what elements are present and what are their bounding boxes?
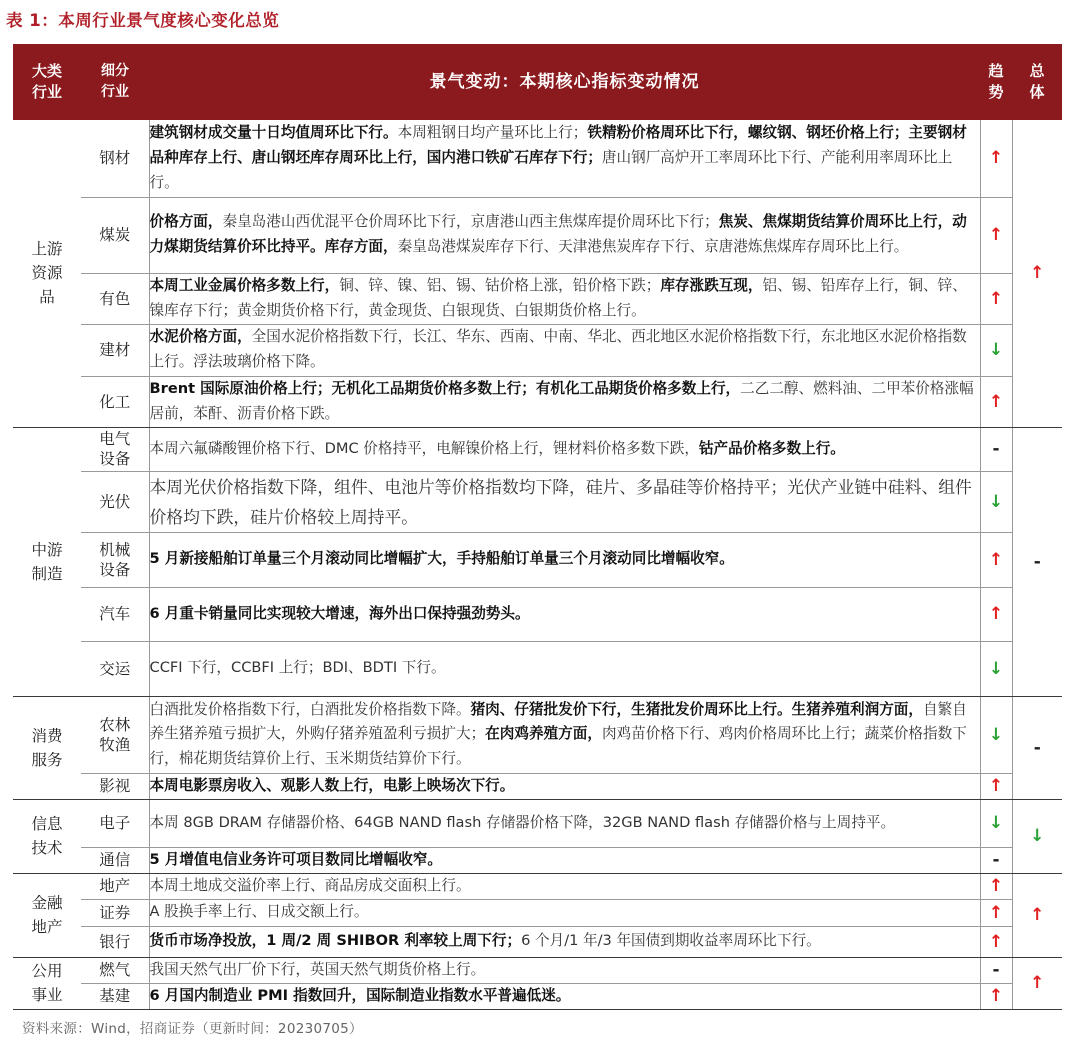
sub-industry-label: 建材 <box>99 341 131 359</box>
major-industry-cell <box>13 873 81 957</box>
table-row <box>13 532 1062 587</box>
description-cell <box>149 983 980 1009</box>
overall-down-icon: ↓ <box>1012 799 1062 873</box>
description-cell <box>149 847 980 873</box>
sub-industry-label: 农林 <box>99 715 131 734</box>
sub-industry-label: 光伏 <box>99 492 131 511</box>
sub-industry-cell <box>81 899 149 926</box>
description-text: 自繁自养生猪养殖亏损扩大，外购仔猪养殖盈利亏损扩大； <box>149 700 967 743</box>
description-text: A 股换手率上行、日成交额上行。 <box>149 903 369 921</box>
description-text: 本周土地成交溢价率上行、商品房成交面积上行。 <box>149 876 471 894</box>
description-text-bold: 6 月国内制造业 PMI 指数回升，国际制造业指数水平普遍低迷。 <box>149 986 571 1004</box>
trend-down-icon: ↓ <box>980 641 1012 696</box>
sub-industry-cell <box>81 471 149 532</box>
major-industry-label: 制造 <box>31 564 63 583</box>
sub-industry-label: 设备 <box>99 560 131 579</box>
sub-industry-label: 证券 <box>99 903 131 922</box>
sub-industry-label: 电气 <box>99 430 131 448</box>
table-row <box>13 773 1062 799</box>
table-row <box>13 587 1062 641</box>
trend-up-icon: ↑ <box>980 773 1012 799</box>
description-text-bold: 货币市场净投放，1 周/2 周 SHIBOR 利率较上周下行； <box>149 932 522 950</box>
table-row <box>13 197 1062 273</box>
description-cell <box>149 197 980 273</box>
description-text-bold: 水泥价格方面， <box>149 328 252 346</box>
sub-industry-label: 电子 <box>99 814 131 832</box>
major-industry-label: 品 <box>39 288 55 307</box>
sub-industry-label: 有色 <box>99 289 131 308</box>
overall-flat-icon: - <box>1012 696 1062 799</box>
table-row <box>13 696 1062 773</box>
sub-industry-label: 燃气 <box>99 961 131 979</box>
description-cell <box>149 899 980 926</box>
trend-up-icon: ↑ <box>980 376 1012 427</box>
description-text-bold: 钴产品价格多数上行。 <box>698 439 845 457</box>
sub-industry-label: 牧渔 <box>99 735 131 754</box>
sub-industry-cell <box>81 587 149 641</box>
trend-flat-icon: - <box>980 957 1012 983</box>
trend-down-icon: ↓ <box>980 696 1012 773</box>
description-cell <box>149 799 980 847</box>
sub-industry-label: 基建 <box>99 987 131 1005</box>
description-cell <box>149 773 980 799</box>
sub-industry-cell <box>81 983 149 1009</box>
trend-down-icon: ↓ <box>980 324 1012 376</box>
description-cell <box>149 120 980 197</box>
major-industry-label: 地产 <box>31 918 63 936</box>
trend-flat-icon: - <box>980 847 1012 873</box>
description-cell <box>149 641 980 696</box>
description-cell <box>149 873 980 899</box>
description-text: 二乙二醇、燃料油、二甲苯价格涨幅居前，苯酐、沥青价格下跌。 <box>149 379 974 422</box>
major-industry-label: 金融 <box>31 894 63 912</box>
table-row <box>13 376 1062 427</box>
major-industry-label: 消费 <box>31 726 63 745</box>
table-row <box>13 983 1062 1009</box>
sub-industry-cell <box>81 197 149 273</box>
sub-industry-label: 汽车 <box>99 605 131 623</box>
description-cell <box>149 957 980 983</box>
trend-up-icon: ↑ <box>980 926 1012 957</box>
major-industry-label: 上游 <box>31 240 63 259</box>
sub-industry-cell <box>81 324 149 376</box>
description-text-bold: 在肉鸡养殖方面， <box>485 725 602 743</box>
major-industry-cell <box>13 427 81 696</box>
description-text: 秦皇岛港煤炭库存下行、天津港焦炭库存下行、京唐港炼焦煤库存周环比上行。 <box>397 238 909 255</box>
description-cell <box>149 273 980 324</box>
description-cell <box>149 587 980 641</box>
trend-up-icon: ↑ <box>980 120 1012 197</box>
table-row <box>13 873 1062 899</box>
table-row <box>13 899 1062 926</box>
description-text-bold: 价格方面， <box>149 213 223 231</box>
description-text: 本周光伏价格指数下降，组件、电池片等价格指数均下降，硅片、多晶硅等价格持平；光伏产业链中硅料、组件价格均下跌，硅片价格较上周持平。 <box>149 476 972 527</box>
trend-down-icon: ↓ <box>980 799 1012 847</box>
sub-industry-cell <box>81 696 149 773</box>
major-industry-label: 服务 <box>31 750 63 769</box>
sub-industry-label: 钢材 <box>99 149 131 168</box>
description-text: 秦皇岛港山西优混平仓价周环比下行，京唐港山西主焦煤库提价周环比下行； <box>222 213 719 231</box>
sub-industry-label: 银行 <box>99 932 131 951</box>
header-trend: 趋 势 <box>980 44 1012 120</box>
description-cell <box>149 696 980 773</box>
sub-industry-cell <box>81 847 149 873</box>
sub-industry-cell <box>81 957 149 983</box>
major-industry-label: 信息 <box>31 815 63 833</box>
sub-industry-cell <box>81 427 149 471</box>
header-sub-industry: 细分 行业 <box>81 44 149 120</box>
table-row <box>13 641 1062 696</box>
description-text-bold: 猪肉、仔猪批发价下行，生猪批发价周环比上行。生猪养殖利润方面， <box>470 700 923 718</box>
description-text-bold: 本周工业金属价格多数上行， <box>149 276 340 294</box>
description-text-bold: 库存涨跌互现， <box>660 276 763 294</box>
table-row <box>13 847 1062 873</box>
industry-prosperity-table <box>13 44 1062 1010</box>
trend-flat-icon: - <box>980 427 1012 471</box>
description-cell <box>149 324 980 376</box>
description-cell <box>149 376 980 427</box>
table-row <box>13 120 1062 197</box>
sub-industry-cell <box>81 641 149 696</box>
sub-industry-label: 地产 <box>99 877 131 895</box>
trend-up-icon: ↑ <box>980 983 1012 1009</box>
major-industry-label: 中游 <box>31 540 63 559</box>
trend-down-icon: ↓ <box>980 471 1012 532</box>
sub-industry-label: 机械 <box>99 540 131 559</box>
description-text: 唐山钢厂高炉开工率周环比下行、产能利用率周环比上行。 <box>149 148 953 191</box>
major-industry-label: 技术 <box>31 839 63 857</box>
sub-industry-label: 设备 <box>99 450 131 468</box>
trend-up-icon: ↑ <box>980 899 1012 926</box>
trend-up-icon: ↑ <box>980 197 1012 273</box>
table-row <box>13 926 1062 957</box>
major-industry-label: 公用 <box>31 962 63 980</box>
description-text-bold: 6 月重卡销量同比实现较大增速，海外出口保持强劲势头。 <box>149 604 530 622</box>
description-text: CCFI 下行，CCBFI 上行；BDI、BDTI 下行。 <box>149 659 446 677</box>
major-industry-cell <box>13 799 81 873</box>
description-text-bold: Brent 国际原油价格上行；无机化工品期货价格多数上行；有机化工品期货价格多数上行， <box>149 379 741 397</box>
table-body <box>13 120 1062 1009</box>
sub-industry-label: 煤炭 <box>99 226 131 244</box>
table-row <box>13 957 1062 983</box>
sub-industry-label: 化工 <box>99 392 131 411</box>
table-row <box>13 324 1062 376</box>
sub-industry-cell <box>81 799 149 847</box>
sub-industry-label: 交运 <box>99 659 131 678</box>
overall-up-icon: ↑ <box>1012 120 1062 427</box>
header-description: 景气变动：本期核心指标变动情况 <box>149 44 980 120</box>
header-major-industry: 大类 行业 <box>13 44 81 120</box>
table-row <box>13 273 1062 324</box>
description-cell <box>149 532 980 587</box>
description-text: 肉鸡苗价格下行、鸡肉价格周环比上行；蔬菜价格指数下行，棉花期货结算价上行、玉米期货结算价下行。 <box>149 725 967 767</box>
description-text: 本周六氟磷酸锂价格下行、DMC 价格持平，电解镍价格上行，锂材料价格多数下跌， <box>149 439 699 457</box>
sub-industry-cell <box>81 926 149 957</box>
description-text: 我国天然气出厂价下行，英国天然气期货价格上行。 <box>149 960 486 978</box>
description-text: 全国水泥价格指数下行，长江、华东、西南、中南、华北、西北地区水泥价格指数下行，东北地区水泥价格指数上行。浮法玻璃价格下降。 <box>149 328 967 370</box>
major-industry-label: 事业 <box>31 986 63 1004</box>
description-cell <box>149 471 980 532</box>
table-title: 表 1：本周行业景气度核心变化总览 <box>6 11 280 30</box>
description-cell <box>149 427 980 471</box>
sub-industry-cell <box>81 532 149 587</box>
description-text: 铜、锌、镍、铝、锡、钴价格上涨，铅价格下跌； <box>339 276 661 294</box>
description-text-bold: 铁精粉价格周环比下行，螺纹钢、钢坯价格上行；主要钢材品种库存上行、唐山钢坯库存周环比上行，国内港口铁矿石库存下行； <box>149 124 967 166</box>
description-text-bold: 本周电影票房收入、观影人数上行，电影上映场次下行。 <box>149 776 515 794</box>
description-cell <box>149 926 980 957</box>
table-header-row <box>13 44 1062 120</box>
trend-up-icon: ↑ <box>980 273 1012 324</box>
sub-industry-label: 影视 <box>99 777 131 795</box>
source-note: 资料来源：Wind，招商证券（更新时间：20230705） <box>22 1021 363 1037</box>
description-text-bold: 焦炭、焦煤期货结算价周环比上行，动力煤期货结算价环比持平。库存方面， <box>149 213 967 255</box>
description-text: 本周 8GB DRAM 存储器价格、64GB NAND flash 存储器价格下降，32GB NAND flash 存储器价格与上周持平。 <box>149 813 896 831</box>
sub-industry-cell <box>81 873 149 899</box>
overall-up-icon: ↑ <box>1012 957 1062 1009</box>
description-text: 6 个月/1 年/3 年国债到期收益率周环比下行。 <box>521 932 821 950</box>
major-industry-cell <box>13 696 81 799</box>
sub-industry-cell <box>81 376 149 427</box>
overall-up-icon: ↑ <box>1012 873 1062 957</box>
trend-up-icon: ↑ <box>980 532 1012 587</box>
description-text-bold: 5 月新接船舶订单量三个月滚动同比增幅扩大，手持船舶订单量三个月滚动同比增幅收窄。 <box>149 550 734 568</box>
header-overall: 总 体 <box>1012 44 1062 120</box>
sub-industry-cell <box>81 273 149 324</box>
major-industry-label: 资源 <box>31 264 63 283</box>
description-text: 本周粗钢日均产量环比上行； <box>397 124 588 142</box>
sub-industry-cell <box>81 120 149 197</box>
sub-industry-cell <box>81 773 149 799</box>
description-text: 白酒批发价格指数下行，白酒批发价格指数下降。 <box>149 700 471 718</box>
description-text-bold: 建筑钢材成交量十日均值周环比下行。 <box>149 124 398 142</box>
sub-industry-label: 通信 <box>99 851 131 869</box>
major-industry-cell <box>13 957 81 1009</box>
table-row <box>13 427 1062 471</box>
table-row <box>13 799 1062 847</box>
description-text-bold: 5 月增值电信业务许可项目数同比增幅收窄。 <box>149 850 443 868</box>
major-industry-cell <box>13 120 81 427</box>
trend-up-icon: ↑ <box>980 587 1012 641</box>
trend-up-icon: ↑ <box>980 873 1012 899</box>
table-row <box>13 471 1062 532</box>
description-text: 铝、锡、铅库存上行，铜、锌、镍库存下行；黄金期货价格下行，黄金现货、白银现货、白银期货价格上行。 <box>149 276 967 319</box>
overall-flat-icon: - <box>1012 427 1062 696</box>
